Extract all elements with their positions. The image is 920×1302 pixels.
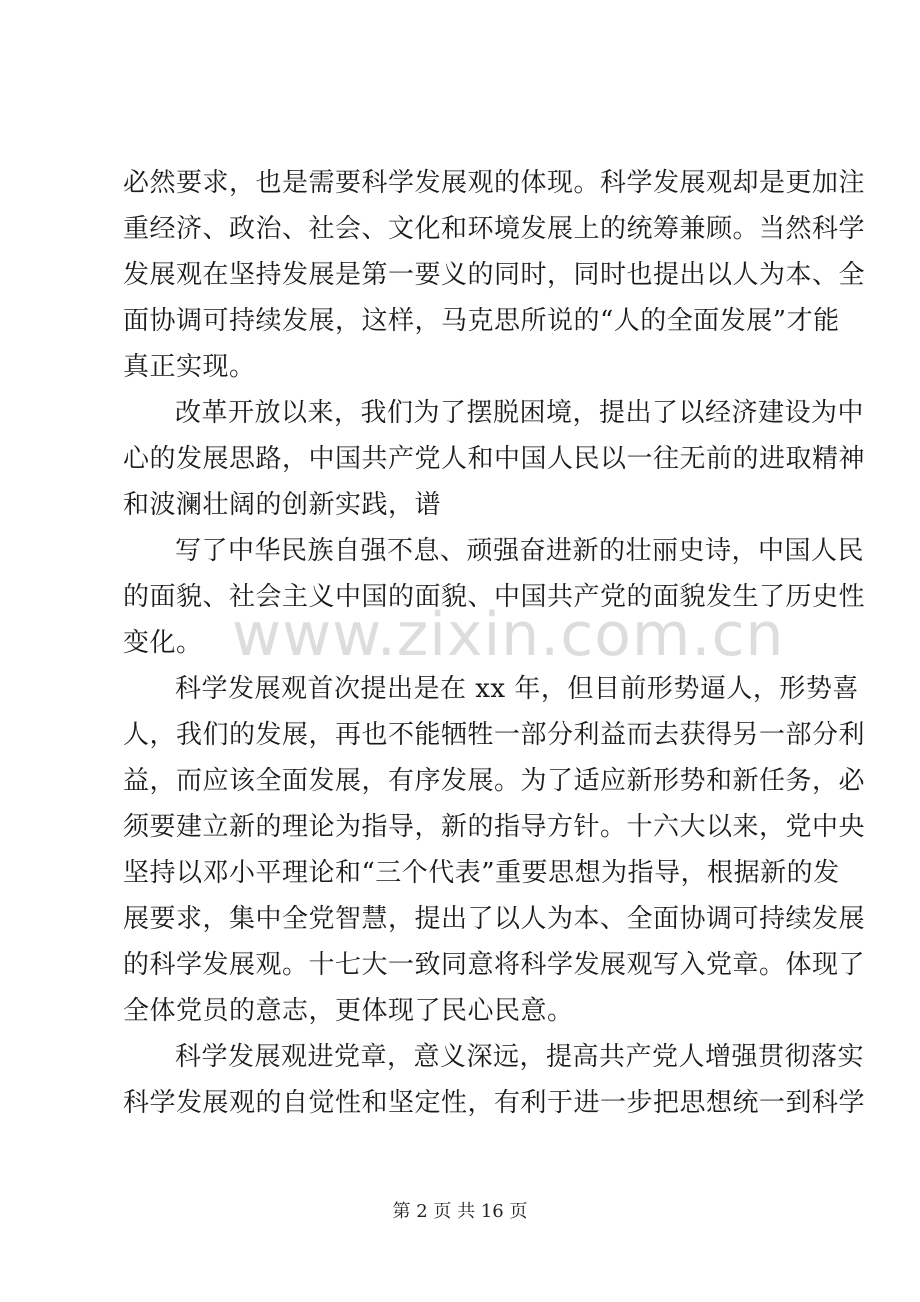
paragraph [123, 390, 866, 528]
document-body [123, 160, 866, 1126]
text-line: 写了中华民族自强不息、顽强奋进新的壮丽史诗，中国人民 [175, 536, 865, 566]
text-line: 科学发展观首次提出是在 xx 年，但目前形势逼人，形势喜 [175, 674, 859, 704]
text-line: 人，我们的发展，再也不能牺牲一部分利益而去获得另一部分利 [123, 720, 866, 750]
text-line: 发展观在坚持发展是第一要义的同时，同时也提出以人为本、全 [123, 260, 866, 290]
paragraph [123, 666, 866, 1034]
text-line: 必然要求，也是需要科学发展观的体现。科学发展观却是更加注 [123, 168, 866, 198]
text-line: 展要求，集中全党智慧，提出了以人为本、全面协调可持续发展 [123, 904, 866, 934]
watermark: www.zixin.com.cn [232, 600, 785, 670]
paragraph [123, 1034, 866, 1126]
text-line: 科学发展观的自觉性和坚定性，有利于进一步把思想统一到科学 [123, 1088, 866, 1118]
text-line: 和波澜壮阔的创新实践，谱 [123, 490, 442, 520]
text-line: 益，而应该全面发展，有序发展。为了适应新形势和新任务，必 [123, 766, 866, 796]
text-line: 重经济、政治、社会、文化和环境发展上的统筹兼顾。当然科学 [123, 214, 866, 244]
text-line: 面协调可持续发展，这样，马克思所说的“人的全面发展”才能 [123, 306, 840, 336]
text-line: 须要建立新的理论为指导，新的指导方针。十六大以来，党中央 [123, 812, 866, 842]
text-line: 心的发展思路，中国共产党人和中国人民以一往无前的进取精神 [123, 444, 866, 474]
page-footer: 第 2 页 共 16 页 [392, 1201, 528, 1222]
text-line: 真正实现。 [123, 352, 256, 382]
text-line: 变化。 [123, 628, 203, 658]
paragraph [123, 160, 866, 390]
text-line: 改革开放以来，我们为了摆脱困境，提出了以经济建设为中 [175, 398, 865, 428]
text-line: 的面貌、社会主义中国的面貌、中国共产党的面貌发生了历史性 [123, 582, 866, 612]
paragraph [123, 528, 866, 666]
text-line: 的科学发展观。十七大一致同意将科学发展观写入党章。体现了 [123, 950, 866, 980]
text-line: 坚持以邓小平理论和“三个代表”重要思想为指导，根据新的发 [123, 858, 840, 888]
text-line: 科学发展观进党章，意义深远，提高共产党人增强贯彻落实 [175, 1042, 865, 1072]
text-line: 全体党员的意志，更体现了民心民意。 [123, 996, 574, 1026]
